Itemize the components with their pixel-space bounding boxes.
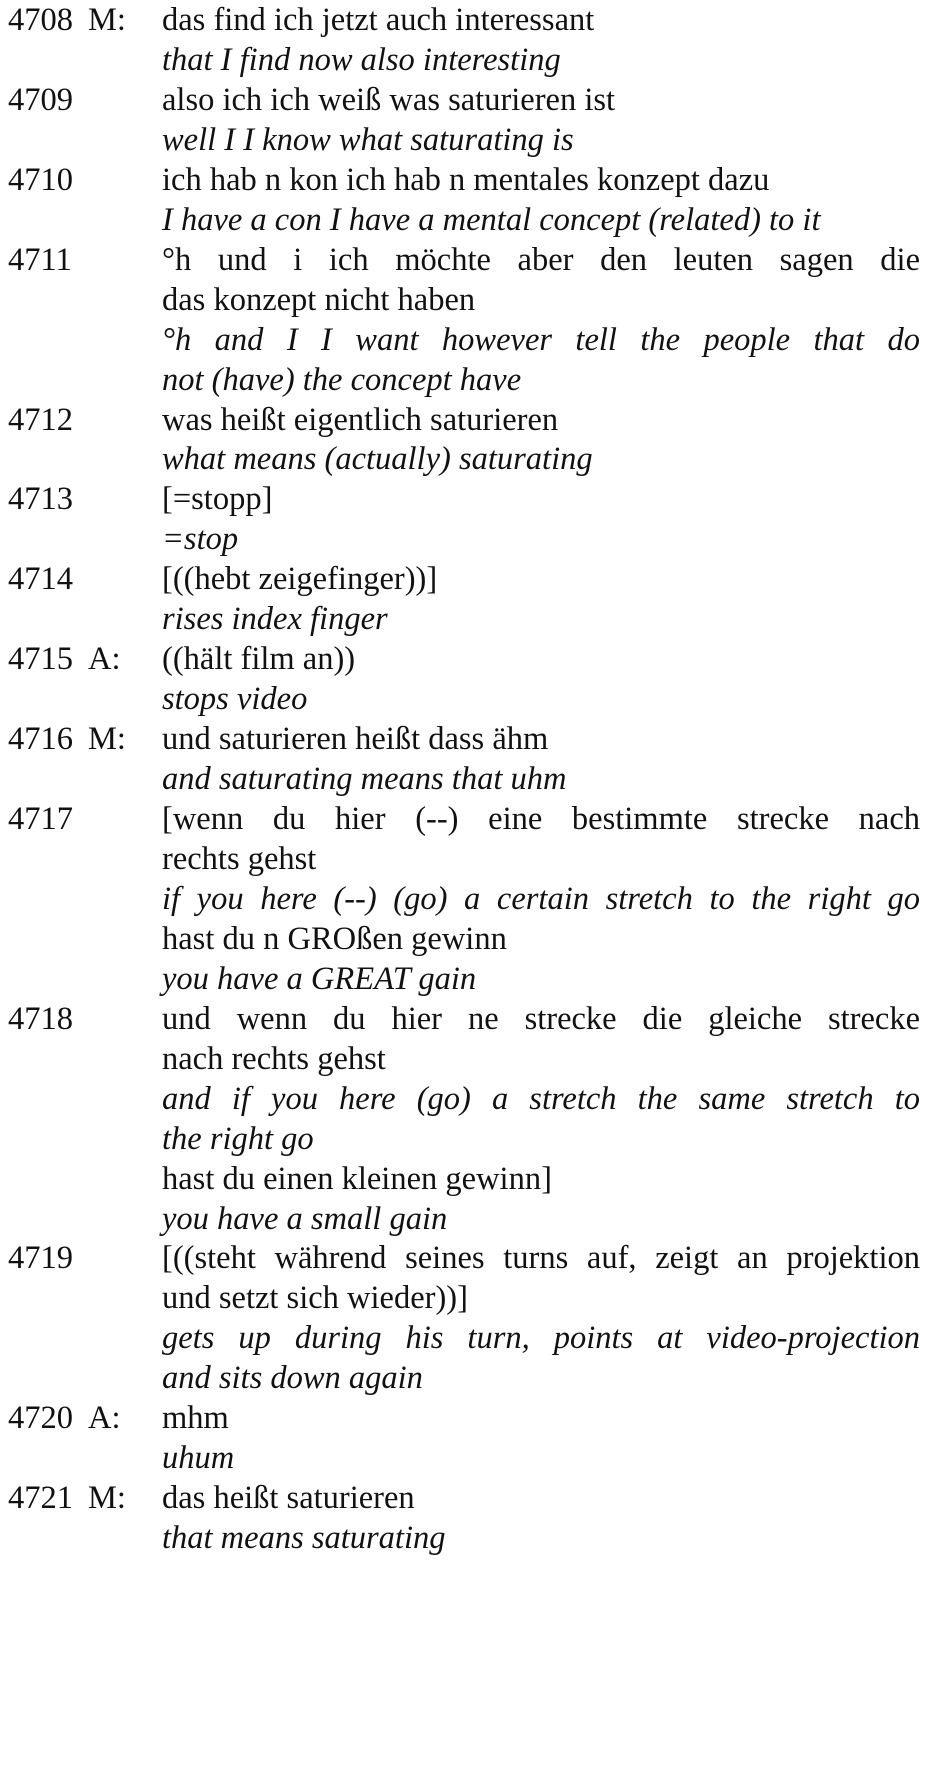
gloss-line: °h and I I want however tell the people that do [162, 322, 920, 358]
gloss-line: and saturating means that uhm [162, 761, 567, 797]
speaker-label: A: [88, 641, 121, 677]
transcript-line: ich hab n kon ich hab n mentales konzept dazu [162, 162, 770, 198]
speaker-label: M: [88, 2, 126, 38]
speaker-label: M: [88, 1480, 126, 1516]
gloss-line: if you here (--) (go) a certain stretch to the right go [162, 881, 920, 917]
transcript-line: das konzept nicht haben [162, 282, 476, 318]
gloss-line: what means (actually) saturating [162, 441, 593, 477]
gloss-line: gets up during his turn, points at video-projection [162, 1320, 920, 1356]
line-number: 4710 [8, 162, 73, 198]
transcript-line: das heißt saturieren [162, 1480, 415, 1516]
gloss-line: that I find now also interesting [162, 42, 561, 78]
speaker-label: M: [88, 721, 126, 757]
line-number: 4711 [8, 242, 72, 278]
gloss-line: the right go [162, 1121, 314, 1157]
gloss-line: rises index finger [162, 601, 388, 637]
line-number: 4719 [8, 1240, 73, 1276]
gloss-line: stops video [162, 681, 308, 717]
transcript-line: [((hebt zeigefinger))] [162, 561, 438, 597]
gloss-line: you have a small gain [162, 1201, 448, 1237]
gloss-line: and if you here (go) a stretch the same stretch to [162, 1081, 920, 1117]
transcript-line: also ich ich weiß was saturieren ist [162, 82, 616, 118]
line-number: 4713 [8, 481, 73, 517]
transcript-line: und saturieren heißt dass ähm [162, 721, 549, 757]
transcript-line: hast du n GROßen gewinn [162, 921, 507, 957]
line-number: 4721 [8, 1480, 73, 1516]
line-number: 4709 [8, 82, 73, 118]
transcript-line: hast du einen kleinen gewinn] [162, 1161, 552, 1197]
gloss-line: not (have) the concept have [162, 362, 522, 398]
gloss-line: uhum [162, 1440, 235, 1476]
transcript-line: °h und i ich möchte aber den leuten sagen die [162, 242, 920, 278]
transcript-line: [wenn du hier (--) eine bestimmte strecke nach [162, 801, 920, 837]
line-number: 4720 [8, 1400, 73, 1436]
transcript-line: mhm [162, 1400, 229, 1436]
transcript-line: ((hält film an)) [162, 641, 356, 677]
transcript-line: und setzt sich wieder))] [162, 1280, 468, 1316]
line-number: 4718 [8, 1001, 73, 1037]
transcript-line: rechts gehst [162, 841, 317, 877]
gloss-line: I have a con I have a mental concept (related) to it [162, 202, 821, 238]
line-number: 4717 [8, 801, 73, 837]
line-number: 4708 [8, 2, 73, 38]
transcript-line: was heißt eigentlich saturieren [162, 402, 559, 438]
line-number: 4712 [8, 402, 73, 438]
gloss-line: you have a GREAT gain [162, 961, 477, 997]
transcript-line: nach rechts gehst [162, 1041, 386, 1077]
line-number: 4714 [8, 561, 73, 597]
line-number: 4716 [8, 721, 73, 757]
speaker-label: A: [88, 1400, 121, 1436]
line-number: 4715 [8, 641, 73, 677]
transcript-line: [((steht während seines turns auf, zeigt an projektion [162, 1240, 920, 1276]
gloss-line: and sits down again [162, 1360, 423, 1396]
transcript-line: und wenn du hier ne strecke die gleiche strecke [162, 1001, 920, 1037]
gloss-line: that means saturating [162, 1520, 446, 1556]
gloss-line: =stop [162, 521, 239, 557]
transcript-line: [=stopp] [162, 481, 273, 517]
transcript-line: das find ich jetzt auch interessant [162, 2, 595, 38]
gloss-line: well I I know what saturating is [162, 122, 574, 158]
